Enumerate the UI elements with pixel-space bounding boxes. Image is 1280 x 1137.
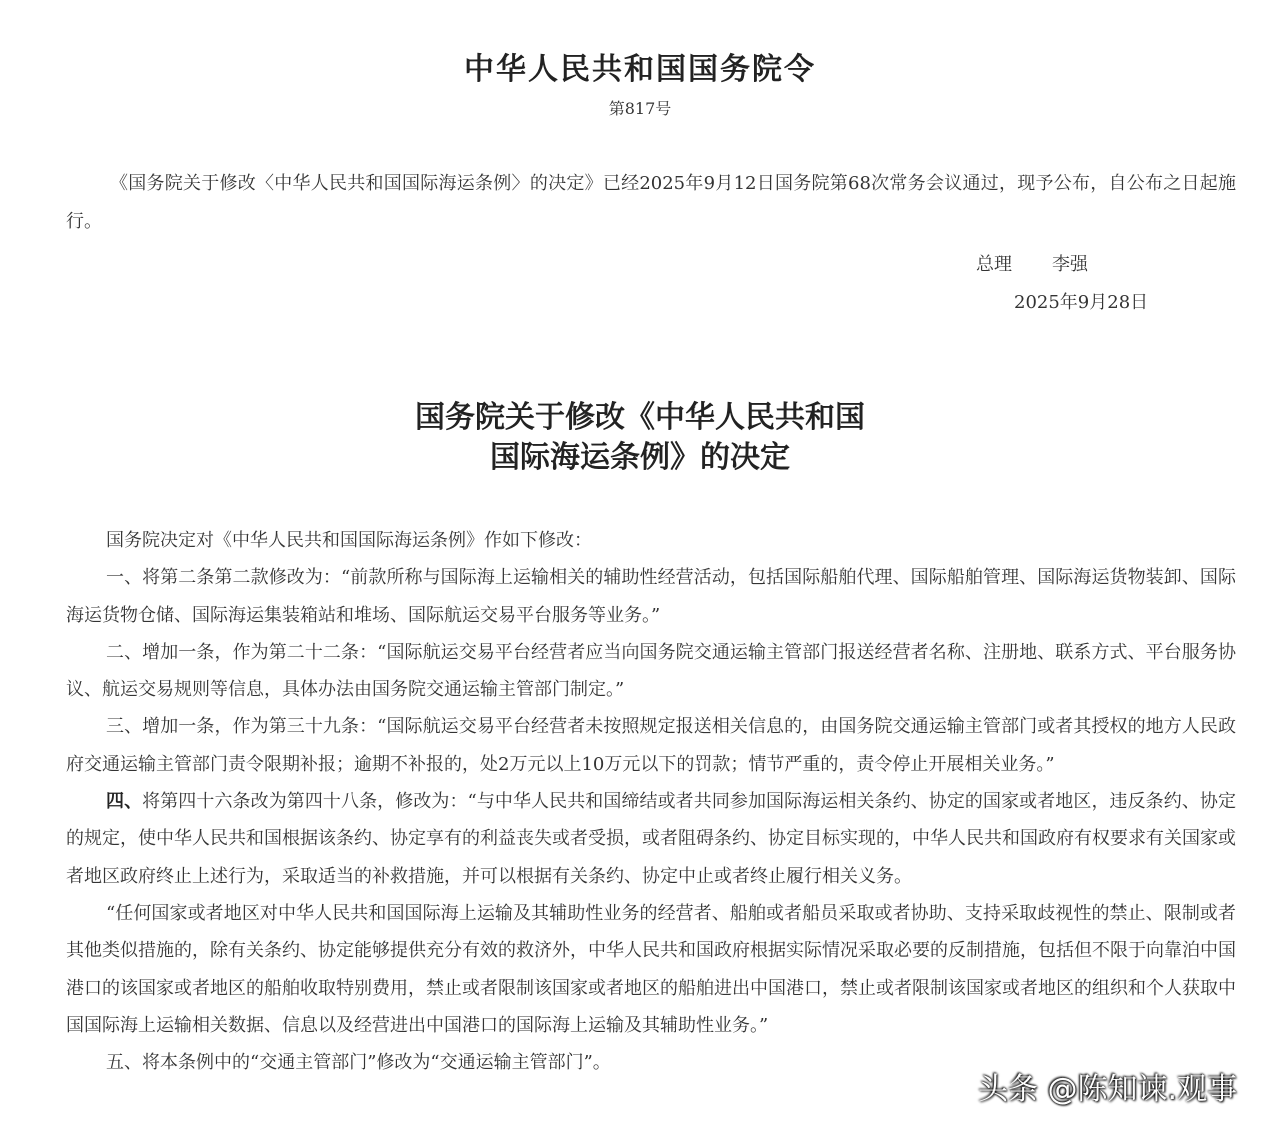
decision-title-line2: 国际海运条例》的决定 (490, 440, 790, 475)
decision-item-4-para2: “任何国家或者地区对中华人民共和国国际海上运输及其辅助性业务的经营者、船舶或者船员采取或者协助、支持采取歧视性的禁止、限制或者其他类似措施的，除有关条约、协定能够提供充分有效的救济外，中华人民共和国政府根据实际情况采取必要的反制措施，包括但不限于向靠泊中国港口的该国家或者地区的船舶收取特别费用，禁止或者限制该国家或者地区的船舶进出中国港口，禁止或者限制该国家或者地区的组织和个人获取中国国际海上运输相关数据、信息以及经营进出中国港口的国际海上运输及其辅助性业务。” (66, 902, 1236, 1036)
order-title: 中华人民共和国国务院令 (464, 52, 816, 87)
decision-title (0, 398, 1280, 478)
order-intro: 《国务院关于修改〈中华人民共和国国际海运条例〉的决定》已经2025年9月12日国务院第68次常务会议通过，现予公布，自公布之日起施行。 (66, 173, 1236, 232)
decision-item-4-text: 将第四十六条改为第四十八条，修改为：“与中华人民共和国缔结或者共同参加国际海运相关条约、协定的国家或者地区，违反条约、协定的规定，使中华人民共和国根据该条约、协定享有的利益丧失或者受损，或者阻碍条约、协定目标实现的，中华人民共和国政府有权要求有关国家或者地区政府终止上述行为，采取适当的补救措施，并可以根据有关条约、协定中止或者终止履行相关义务。 (66, 791, 1236, 887)
decision-preamble: 国务院决定对《中华人民共和国国际海运条例》作如下修改： (106, 530, 592, 551)
signature (976, 250, 1088, 276)
sign-date: 2025年9月28日 (1014, 292, 1149, 313)
decision-title-line1: 国务院关于修改《中华人民共和国 (415, 400, 865, 435)
decision-item-3: 三、增加一条，作为第三十九条：“国际航运交易平台经营者未按照规定报送相关信息的，由国务院交通运输主管部门或者其授权的地方人民政府交通运输主管部门责令限期补报；逾期不补报的，处2万元以上10万元以下的罚款；情节严重的，责令停止开展相关业务。” (66, 716, 1236, 775)
order-number: 第817号 (608, 99, 672, 118)
decision-item-5: 五、将本条例中的“交通主管部门”修改为“交通运输主管部门”。 (106, 1052, 611, 1074)
watermark: 头条 @陈知谏.观事 (978, 1072, 1238, 1107)
decision-item-2: 二、增加一条，作为第二十二条：“国际航运交易平台经营者应当向国务院交通运输主管部门报送经营者名称、注册地、联系方式、平台服务协议、航运交易规则等信息，具体办法由国务院交通运输主管部门制定。” (66, 641, 1236, 701)
signer-name: 李强 (1052, 254, 1088, 275)
decision-item-1: 一、将第二条第二款修改为：“前款所称与国际海上运输相关的辅助性经营活动，包括国际船舶代理、国际船舶管理、国际海运货物装卸、国际海运货物仓储、国际海运集装箱站和堆场、国际航运交易平台服务等业务。” (66, 567, 1236, 626)
decision-item-4-number: 四、 (106, 791, 143, 813)
signer-title: 总理 (976, 254, 1012, 275)
decision-item-4 (66, 783, 1236, 895)
decision-body (66, 522, 1236, 1081)
